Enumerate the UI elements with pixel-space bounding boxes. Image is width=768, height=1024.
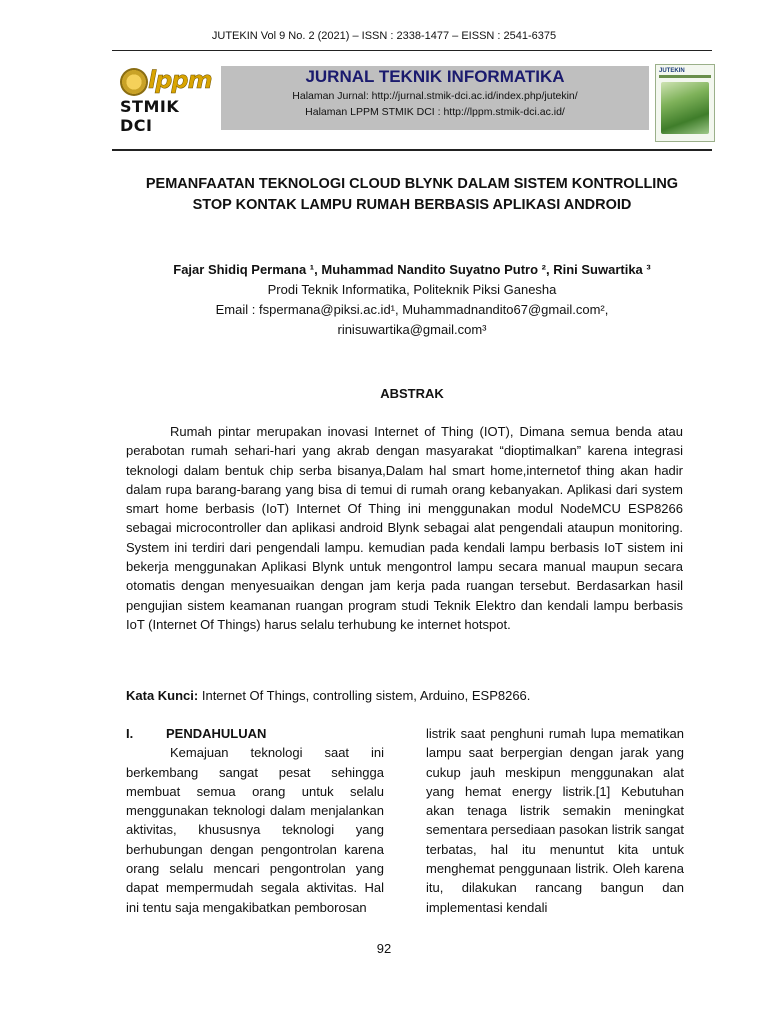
journal-title: JURNAL TEKNIK INFORMATIKA (305, 67, 565, 86)
affiliation: Prodi Teknik Informatika, Politeknik Piksi Ganesha (267, 282, 557, 297)
lppm-logo (112, 66, 212, 135)
paper-title-line2: STOP KONTAK LAMPU RUMAH BERBASIS APLIKASI ANDROID (192, 197, 632, 213)
abstract-heading: ABSTRAK (380, 386, 444, 401)
section-title: PENDAHULUAN (166, 726, 267, 741)
body-paragraph-left: Kemajuan teknologi saat ini berkembang sangat pesat sehingga membuat semua orang untuk selalu menggunakan teknologi dalam menjalankan aktivitas, khususnya teknologi yang berhubungan dengan pengontrolan karena orang selalu mencari pengontrolan yang dapat mempermudah segala aktivitas. Hal ini tentu saja mengakibatkan pemborosan (126, 745, 384, 915)
cover-subtitle-bar (659, 75, 711, 78)
author-block (112, 260, 712, 340)
body-column-left (126, 724, 384, 917)
email-line-2: rinisuwartika@gmail.com³ (337, 322, 487, 337)
journal-cover-thumbnail (655, 64, 715, 142)
paper-title (112, 174, 712, 216)
cover-artwork (661, 82, 709, 134)
keywords-text: Internet Of Things, controlling sistem, Arduino, ESP8266. (198, 688, 531, 703)
abstract-text: Rumah pintar merupakan inovasi Internet of Thing (IOT), Dimana semua benda atau perabotan rumah sehari-hari yang akrab dengan masyarakat “dioptimalkan” karena integrasi teknologi dalam bentuk chip serba bisanya,Dalam hal smart home,internetof thing akan hadir dalam rupa barang-barang yang bisa di temui di rumah orang kebanyakan. Aplikasi dari system smart home berbasis (IoT) Internet Of Thing ini menggunakan modul NodeMCU ESP8266 sebagai microcontroller dan aplikasi android Blynk sebagai alat pengendali ataupun monitoring. System ini terdiri dari pengendali lampu. kemudian pada kendali lampu berbasis IoT sistem ini bekerja menggunakan Aplikasi Blynk untuk mengontrol lampu secara manual maupun secara otomatis dengan menyesuaikan dengan jam kerja pada ruangan tersebut. Berdasarkan hasil pengujian sistem keamanan ruangan program studi Teknik Elektro dan kendali lampu berbasis IoT (Internet Of Things) harus selalu terhubung ke internet hotspot. (126, 424, 683, 632)
section-heading (126, 724, 384, 743)
cover-label: JUTEKIN (659, 68, 685, 74)
journal-info-line: JUTEKIN Vol 9 No. 2 (2021) – ISSN : 2338-1477 – EISSN : 2541-6375 (211, 30, 557, 42)
body-column-right (426, 724, 684, 917)
logo-institution-text: STMIK DCI (120, 97, 180, 135)
email-line-1: Email : fspermana@piksi.ac.id¹, Muhammadnandito67@gmail.com², (215, 302, 609, 317)
paper-title-line1: PEMANFAATAN TEKNOLOGI CLOUD BLYNK DALAM SISTEM KONTROLLING (145, 176, 679, 192)
header-divider (112, 50, 712, 51)
author-names: Fajar Shidiq Permana ¹, Muhammad Nandito Suyatno Putro ², Rini Suwartika ³ (173, 262, 651, 277)
body-paragraph-right: listrik saat penghuni rumah lupa mematikan lampu saat berpergian dengan jarak yang cukup jauh meskipun menggunakan alat yang hemat energy listrik.[1] Kebutuhan akan tenaga listrik semakin meningkat sementara persediaan pasokan listrik sangat terbatas, hal itu menuntut kita untuk menghemat penggunaan listrik. Oleh karena itu, dilakukan rancang bangun dan implementasi kendali (426, 726, 684, 915)
logo-emblem-icon (120, 68, 148, 96)
page-number: 92 (376, 941, 392, 956)
keywords-label: Kata Kunci: (126, 688, 199, 703)
section-number: I. (126, 726, 134, 741)
journal-banner (221, 66, 649, 130)
keywords (126, 688, 683, 703)
header-bottom-divider (112, 149, 712, 151)
journal-page-link[interactable]: Halaman Jurnal: http://jurnal.stmik-dci.ac.id/index.php/jutekin/ (292, 90, 578, 102)
logo-lppm-text: lppm (148, 66, 212, 94)
lppm-page-link[interactable]: Halaman LPPM STMIK DCI : http://lppm.stmik-dci.ac.id/ (305, 106, 565, 118)
